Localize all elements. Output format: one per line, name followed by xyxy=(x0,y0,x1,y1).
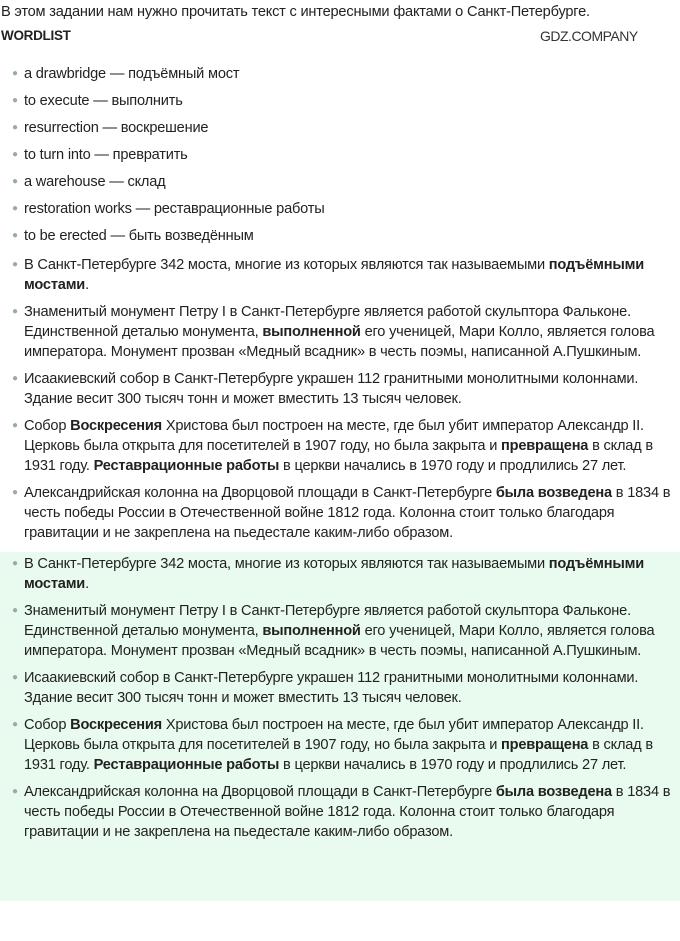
fact-text: Исаакиевский собор в Санкт-Петербурге украшен 112 гранитными монолитными колоннами. Здание весит 300 тысяч тонн и может вместить 13 тысяч человек. xyxy=(24,371,639,407)
fact-text: Александрийская колонна на Дворцовой площади в Санкт-Петербурге xyxy=(24,784,496,800)
fact-text: Знаменитый монумент Петру I в Санкт-Петербурге является работой скульптора Фальконе. Единственной деталью монумента, xyxy=(24,304,631,340)
wordlist-item-text: to be erected — быть возведённым xyxy=(24,228,254,244)
highlighted-section xyxy=(0,552,680,901)
bullet-icon: ● xyxy=(12,558,18,569)
fact-text: в склад в 1931 году. xyxy=(24,737,653,773)
wordlist-item xyxy=(12,118,680,145)
fact-item xyxy=(12,601,674,661)
vocab-highlight: выполненной xyxy=(262,324,361,340)
fact-text: В Санкт-Петербурге 342 моста, многие из которых являются так называемыми xyxy=(24,556,549,572)
bullet-icon: ● xyxy=(12,306,18,317)
fact-text: Собор xyxy=(24,418,71,434)
fact-text: . xyxy=(85,576,89,592)
vocab-highlight: подъёмными мостами xyxy=(24,257,644,293)
fact-text: . xyxy=(85,277,89,293)
fact-text: В Санкт-Петербурге 342 моста, многие из которых являются так называемыми xyxy=(24,257,549,273)
fact-text: Христова был построен на месте, где был убит император Александр II. Церковь была открыта для посетителей в 1907 году, но была закрыта и xyxy=(24,418,644,454)
fact-item xyxy=(12,782,674,842)
fact-item xyxy=(12,302,674,362)
fact-text: Знаменитый монумент Петру I в Санкт-Петербурге является работой скульптора Фальконе. Единственной деталью монумента, xyxy=(24,603,631,639)
watermark: GDZ.COMPANY xyxy=(540,28,638,44)
bullet-icon: ● xyxy=(12,122,18,133)
fact-text: его ученицей, Мари Колло, является голова императора. Монумент прозван «Медный всадник» в честь поэмы, написанной А.Пушкиным. xyxy=(24,324,655,360)
bullet-icon: ● xyxy=(12,230,18,241)
fact-text: в 1834 в честь победы России в Отечественной войне 1812 года. Колонна стоит только благодаря гравитации и не закреплена на пьедестале каким-либо образом. xyxy=(24,784,671,840)
fact-text: Собор xyxy=(24,717,71,733)
bullet-icon: ● xyxy=(12,259,18,270)
bullet-icon: ● xyxy=(12,203,18,214)
bullet-icon: ● xyxy=(12,176,18,187)
fact-item xyxy=(12,715,674,775)
bullet-icon: ● xyxy=(12,605,18,616)
fact-item xyxy=(12,416,674,476)
intro-text: В этом задании нам нужно прочитать текст с интересными фактами о Санкт-Петербурге. xyxy=(1,4,590,20)
heading-row xyxy=(0,27,680,51)
fact-item xyxy=(12,483,674,543)
wordlist-item-text: a warehouse — склад xyxy=(24,174,166,190)
fact-item xyxy=(12,255,674,295)
wordlist-item xyxy=(12,145,680,172)
fact-text: Христова был построен на месте, где был убит император Александр II. Церковь была открыта для посетителей в 1907 году, но была закрыта и xyxy=(24,717,644,753)
bullet-icon: ● xyxy=(12,719,18,730)
bullet-icon: ● xyxy=(12,672,18,683)
fact-text: в склад в 1931 году. xyxy=(24,438,653,474)
fact-text: Исаакиевский собор в Санкт-Петербурге украшен 112 гранитными монолитными колоннами. Здание весит 300 тысяч тонн и может вместить 13 тысяч человек. xyxy=(24,670,639,706)
vocab-highlight: Воскресения xyxy=(70,418,162,434)
wordlist xyxy=(12,64,680,253)
bullet-icon: ● xyxy=(12,95,18,106)
wordlist-item xyxy=(12,64,680,91)
bullet-icon: ● xyxy=(12,786,18,797)
wordlist-item-text: a drawbridge — подъёмный мост xyxy=(24,66,240,82)
wordlist-item xyxy=(12,199,680,226)
vocab-highlight: превращена xyxy=(501,737,589,753)
fact-item xyxy=(12,554,674,594)
vocab-highlight: подъёмными мостами xyxy=(24,556,644,592)
fact-text: в церкви начались в 1970 году и продлились 27 лет. xyxy=(279,458,627,474)
wordlist-item xyxy=(12,172,680,199)
wordlist-item-text: restoration works — реставрационные работы xyxy=(24,201,325,217)
wordlist-item xyxy=(12,226,680,253)
fact-item xyxy=(12,668,674,708)
vocab-highlight: выполненной xyxy=(262,623,361,639)
vocab-highlight: Реставрационные работы xyxy=(93,757,280,773)
vocab-highlight: была возведена xyxy=(495,485,612,501)
bullet-icon: ● xyxy=(12,68,18,79)
wordlist-heading: WORDLIST xyxy=(1,28,71,43)
fact-text: в церкви начались в 1970 году и продлились 27 лет. xyxy=(279,757,627,773)
wordlist-item-text: to execute — выполнить xyxy=(24,93,183,109)
bullet-icon: ● xyxy=(12,373,18,384)
fact-item xyxy=(12,369,674,409)
bullet-icon: ● xyxy=(12,420,18,431)
vocab-highlight: Реставрационные работы xyxy=(93,458,280,474)
vocab-highlight: превращена xyxy=(501,438,589,454)
facts-list xyxy=(12,255,674,543)
fact-text: Александрийская колонна на Дворцовой площади в Санкт-Петербурге xyxy=(24,485,496,501)
vocab-highlight: была возведена xyxy=(495,784,612,800)
facts-list-highlighted xyxy=(12,554,674,842)
fact-text: в 1834 в честь победы России в Отечественной войне 1812 года. Колонна стоит только благодаря гравитации и не закреплена на пьедестале каким-либо образом. xyxy=(24,485,671,541)
vocab-highlight: Воскресения xyxy=(70,717,162,733)
fact-text: его ученицей, Мари Колло, является голова императора. Монумент прозван «Медный всадник» в честь поэмы, написанной А.Пушкиным. xyxy=(24,623,655,659)
bullet-icon: ● xyxy=(12,149,18,160)
wordlist-item-text: to turn into — превратить xyxy=(24,147,188,163)
wordlist-item-text: resurrection — воскрешение xyxy=(24,120,209,136)
facts-section xyxy=(0,253,680,552)
wordlist-item xyxy=(12,91,680,118)
bullet-icon: ● xyxy=(12,487,18,498)
